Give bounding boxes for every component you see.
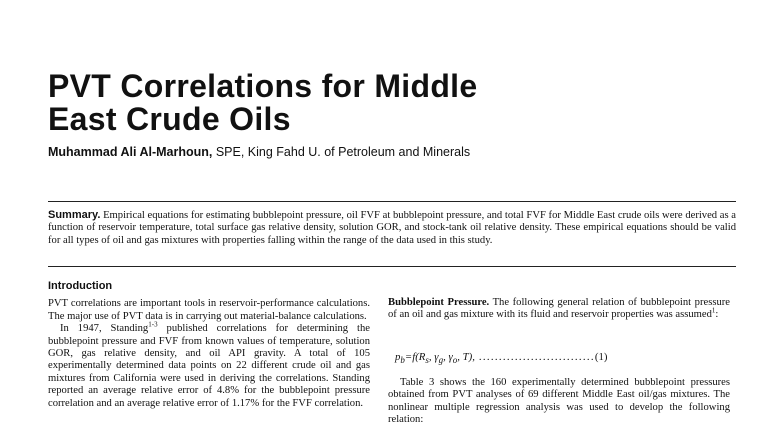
- equation-formula: $p_b=f(R_s$, $\gamma_g$, $\gamma_o$, T),: [395, 351, 475, 366]
- intro-paragraph-1: PVT correlations are important tools in reservoir-performance calculations. The major use of PVT data is in carrying out material-balance calculations.: [48, 298, 370, 322]
- left-column: [48, 280, 370, 410]
- equation-1: [395, 351, 730, 365]
- equation-leader-dots: .............................: [474, 351, 595, 363]
- title-line-1: PVT Correlations for Middle: [48, 68, 478, 104]
- author-name: Muhammad Ali Al-Marhoun,: [48, 145, 213, 159]
- bubblepoint-paragraph-1: Bubblepoint Pressure. The following general relation of bubblepoint pressure of an oil and gas mixture with its fluid and reservoir properties was assumed$^1$:: [388, 297, 730, 321]
- summary-text: Empirical equations for estimating bubblepoint pressure, oil FVF at bubblepoint pressure, and total FVF for Middle East crude oils were derived as a function of reservoir temperature, total surface gas relative density, solution GOR, and stock-tank oil relative density. These empirical equations should be valid for all types of oil and gas mixtures with properties falling within the range of the data used in this study.: [48, 210, 736, 246]
- right-column-lower: [388, 377, 730, 427]
- right-column: [388, 297, 730, 322]
- summary-paragraph: [48, 209, 736, 247]
- equation-number: (1): [594, 351, 608, 363]
- title-line-2: East Crude Oils: [48, 101, 291, 137]
- paper-title: [48, 70, 477, 136]
- summary-label: Summary.: [48, 209, 101, 221]
- intro-paragraph-2: In 1947, Standing$^{1-3}$ published correlations for determining the bubblepoint pressure and FVF from known values of temperature, solution GOR, gas relative density, and oil API gravity. A total of 105 experimentally determined data points on 22 different crude oil and gas mixtures from California were used in deriving the correlations. Standing reported an average relative error of 4.8% for the bubblepoint pressure correlation and an average relative error of 1.17% for the FVF correlation.: [48, 320, 370, 409]
- bubblepoint-heading: Bubblepoint Pressure.: [388, 297, 490, 308]
- introduction-heading: Introduction: [48, 280, 113, 292]
- author-affiliation: SPE, King Fahd U. of Petroleum and Minerals: [212, 145, 471, 159]
- author-line: [48, 145, 470, 159]
- summary-top-rule: [48, 201, 736, 202]
- summary-bottom-rule: [48, 266, 736, 267]
- citation-1-3: 1-3: [148, 320, 158, 329]
- bubblepoint-paragraph-2: Table 3 shows the 160 experimentally determined bubblepoint pressures obtained from PVT analyses of 69 different Middle East oil/gas mixtures. The nonlinear multiple regression analysis was used to develop the following relation:: [388, 377, 730, 426]
- citation-1: 1: [711, 306, 716, 315]
